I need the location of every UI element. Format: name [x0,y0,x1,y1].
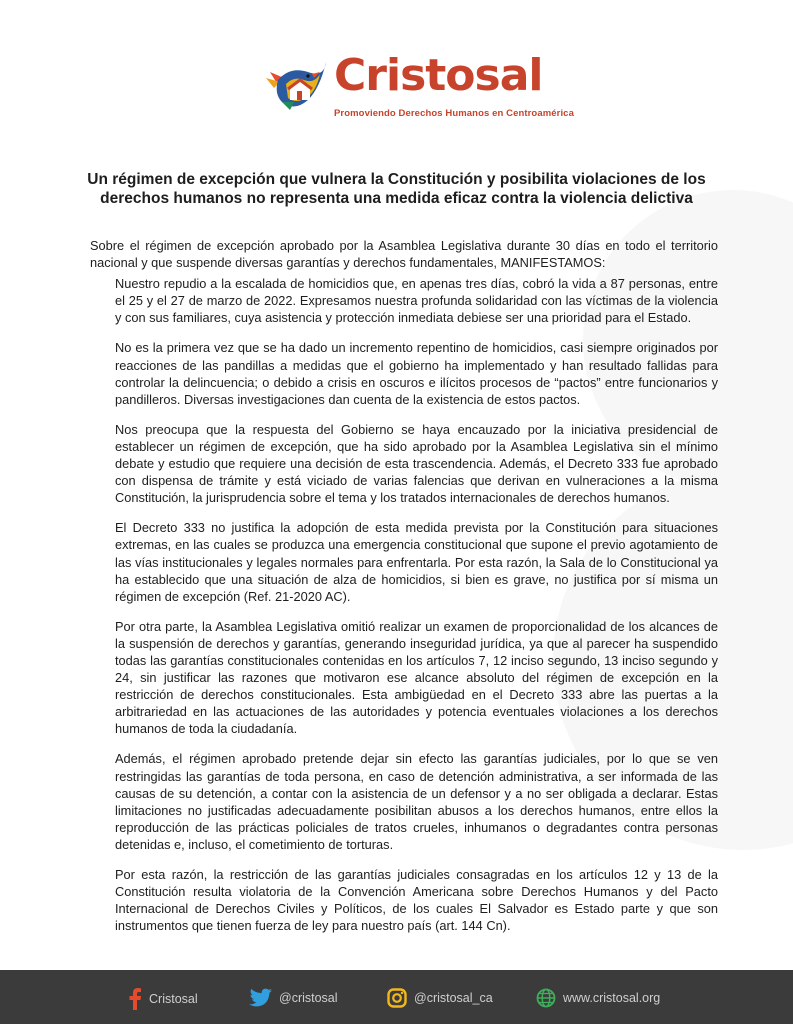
bird-logo-icon [264,58,328,116]
instagram-label: @cristosal_ca [414,991,493,1005]
twitter-icon [248,988,272,1008]
paragraph-4: El Decreto 333 no justifica la adopción de esta medida prevista por la Constitución para situaciones extremas, en las cuales se produzca una emergencia constitucional que supone el previo agotamiento de las vías institucionales y legales normales para enfrentarla. Por esta razón, la Sala de lo Constitucional ya ha establecido que una situación de alza de homicidios, si bien es grave, no justifica por sí misma un régimen de excepción (Ref. 21-2020 AC). [115,520,718,604]
paragraph-1: Nuestro repudio a la escalada de homicidios que, en apenas tres días, cobró la vida a 87 personas, entre el 25 y el 27 de marzo de 2022. Expresamos nuestra profunda solidaridad con las víctimas de la violencia y con sus familiares, cuya asistencia y protección inmediata debiese ser una prioridad para el Estado. [115,276,718,326]
instagram-icon [387,988,407,1008]
twitter-link[interactable] [248,988,338,1008]
facebook-link[interactable] [128,988,198,1010]
globe-icon [536,988,556,1008]
facebook-icon [128,988,142,1010]
intro-paragraph: Sobre el régimen de excepción aprobado por la Asamblea Legislativa durante 30 días en todo el territorio nacional y que suspende diversas garantías y derechos fundamentales, MANIFESTAMOS: [90,238,718,271]
header [0,52,793,132]
paragraph-6: Además, el régimen aprobado pretende dejar sin efecto las garantías judiciales, por lo que se ven restringidas las garantías de toda persona, en caso de detención administrativa, a ser informada de las causas de su detención, a contar con la asistencia de un defensor y a no ser obligada a declarar. Estas limitaciones no justificadas adecuadamente posibilitan abusos a los derechos humanos, entre ellos la reproducción de las prácticas policiales de tratos crueles, inhumanos o degradantes contra personas detenidas e, incluso, el cometimiento de torturas. [115,751,718,852]
instagram-link[interactable] [387,988,493,1008]
paragraph-5: Por otra parte, la Asamblea Legislativa omitió realizar un examen de proporcionalidad de los alcances de la suspensión de derechos y garantías, generando inseguridad jurídica, ya que al parecer ha suspendido todas las garantías constitucionales contenidas en los artículos 7, 12 inciso segundo, 13 inciso segundo y 24, sin justificar las razones que motivaron ese alcance absoluto del régimen de excepción en la restricción de derechos constitucionales. Esta ambigüedad en el Decreto 333 abre las puertas a la arbitrariedad en las actuaciones de las autoridades y potencia eventuales violaciones a los derechos humanos de toda la ciudadanía. [115,618,718,737]
paragraph-7: Por esta razón, la restricción de las garantías judiciales consagradas en los artículos 12 y 13 de la Constitución resulta violatoria de la Convención Americana sobre Derechos Humanos y del Pacto Internacional de Derechos Civiles y Políticos, de los cuales El Salvador es Estado parte y que son instrumentos que tienen fuerza de ley para nuestro país (art. 144 Cn). [115,867,718,934]
website-link[interactable] [536,988,660,1008]
paragraph-3: Nos preocupa que la respuesta del Gobierno se haya encauzado por la iniciativa presidencial de establecer un régimen de excepción, que ha sido aprobado por la Asamblea Legislativa sin el mínimo debate y estudio que requiere una decisión de esta trascendencia. Además, el Decreto 333 fue aprobado con dispensa de trámite y está viciado de varias falencias que derivan en vulneraciones a la misma Constitución, la jurisprudencia sobre el tema y los tratados internacionales de derechos humanos. [115,421,718,506]
footer [0,970,793,1024]
paragraph-2: No es la primera vez que se ha dado un incremento repentino de homicidios, casi siempre originados por reacciones de las pandillas a medidas que el gobierno ha implementado y han resultado fallidas para controlar la delincuencia; o debido a crisis en oscuros e ilícitos procesos de “pactos” entre funcionarios y pandilleros. Diversas investigaciones dan cuenta de la existencia de estos pactos. [115,340,718,407]
twitter-label: @cristosal [279,991,338,1005]
brand-tagline: Promoviendo Derechos Humanos en Centroamérica [334,108,574,119]
website-label: www.cristosal.org [563,991,661,1005]
facebook-label: Cristosal [149,992,198,1006]
document-body [90,237,718,947]
document-title: Un régimen de excepción que vulnera la Constitución y posibilita violaciones de los derechos humanos no representa una medida eficaz contra la violencia delictiva [87,171,706,207]
brand-name: Cristosal [334,50,543,101]
